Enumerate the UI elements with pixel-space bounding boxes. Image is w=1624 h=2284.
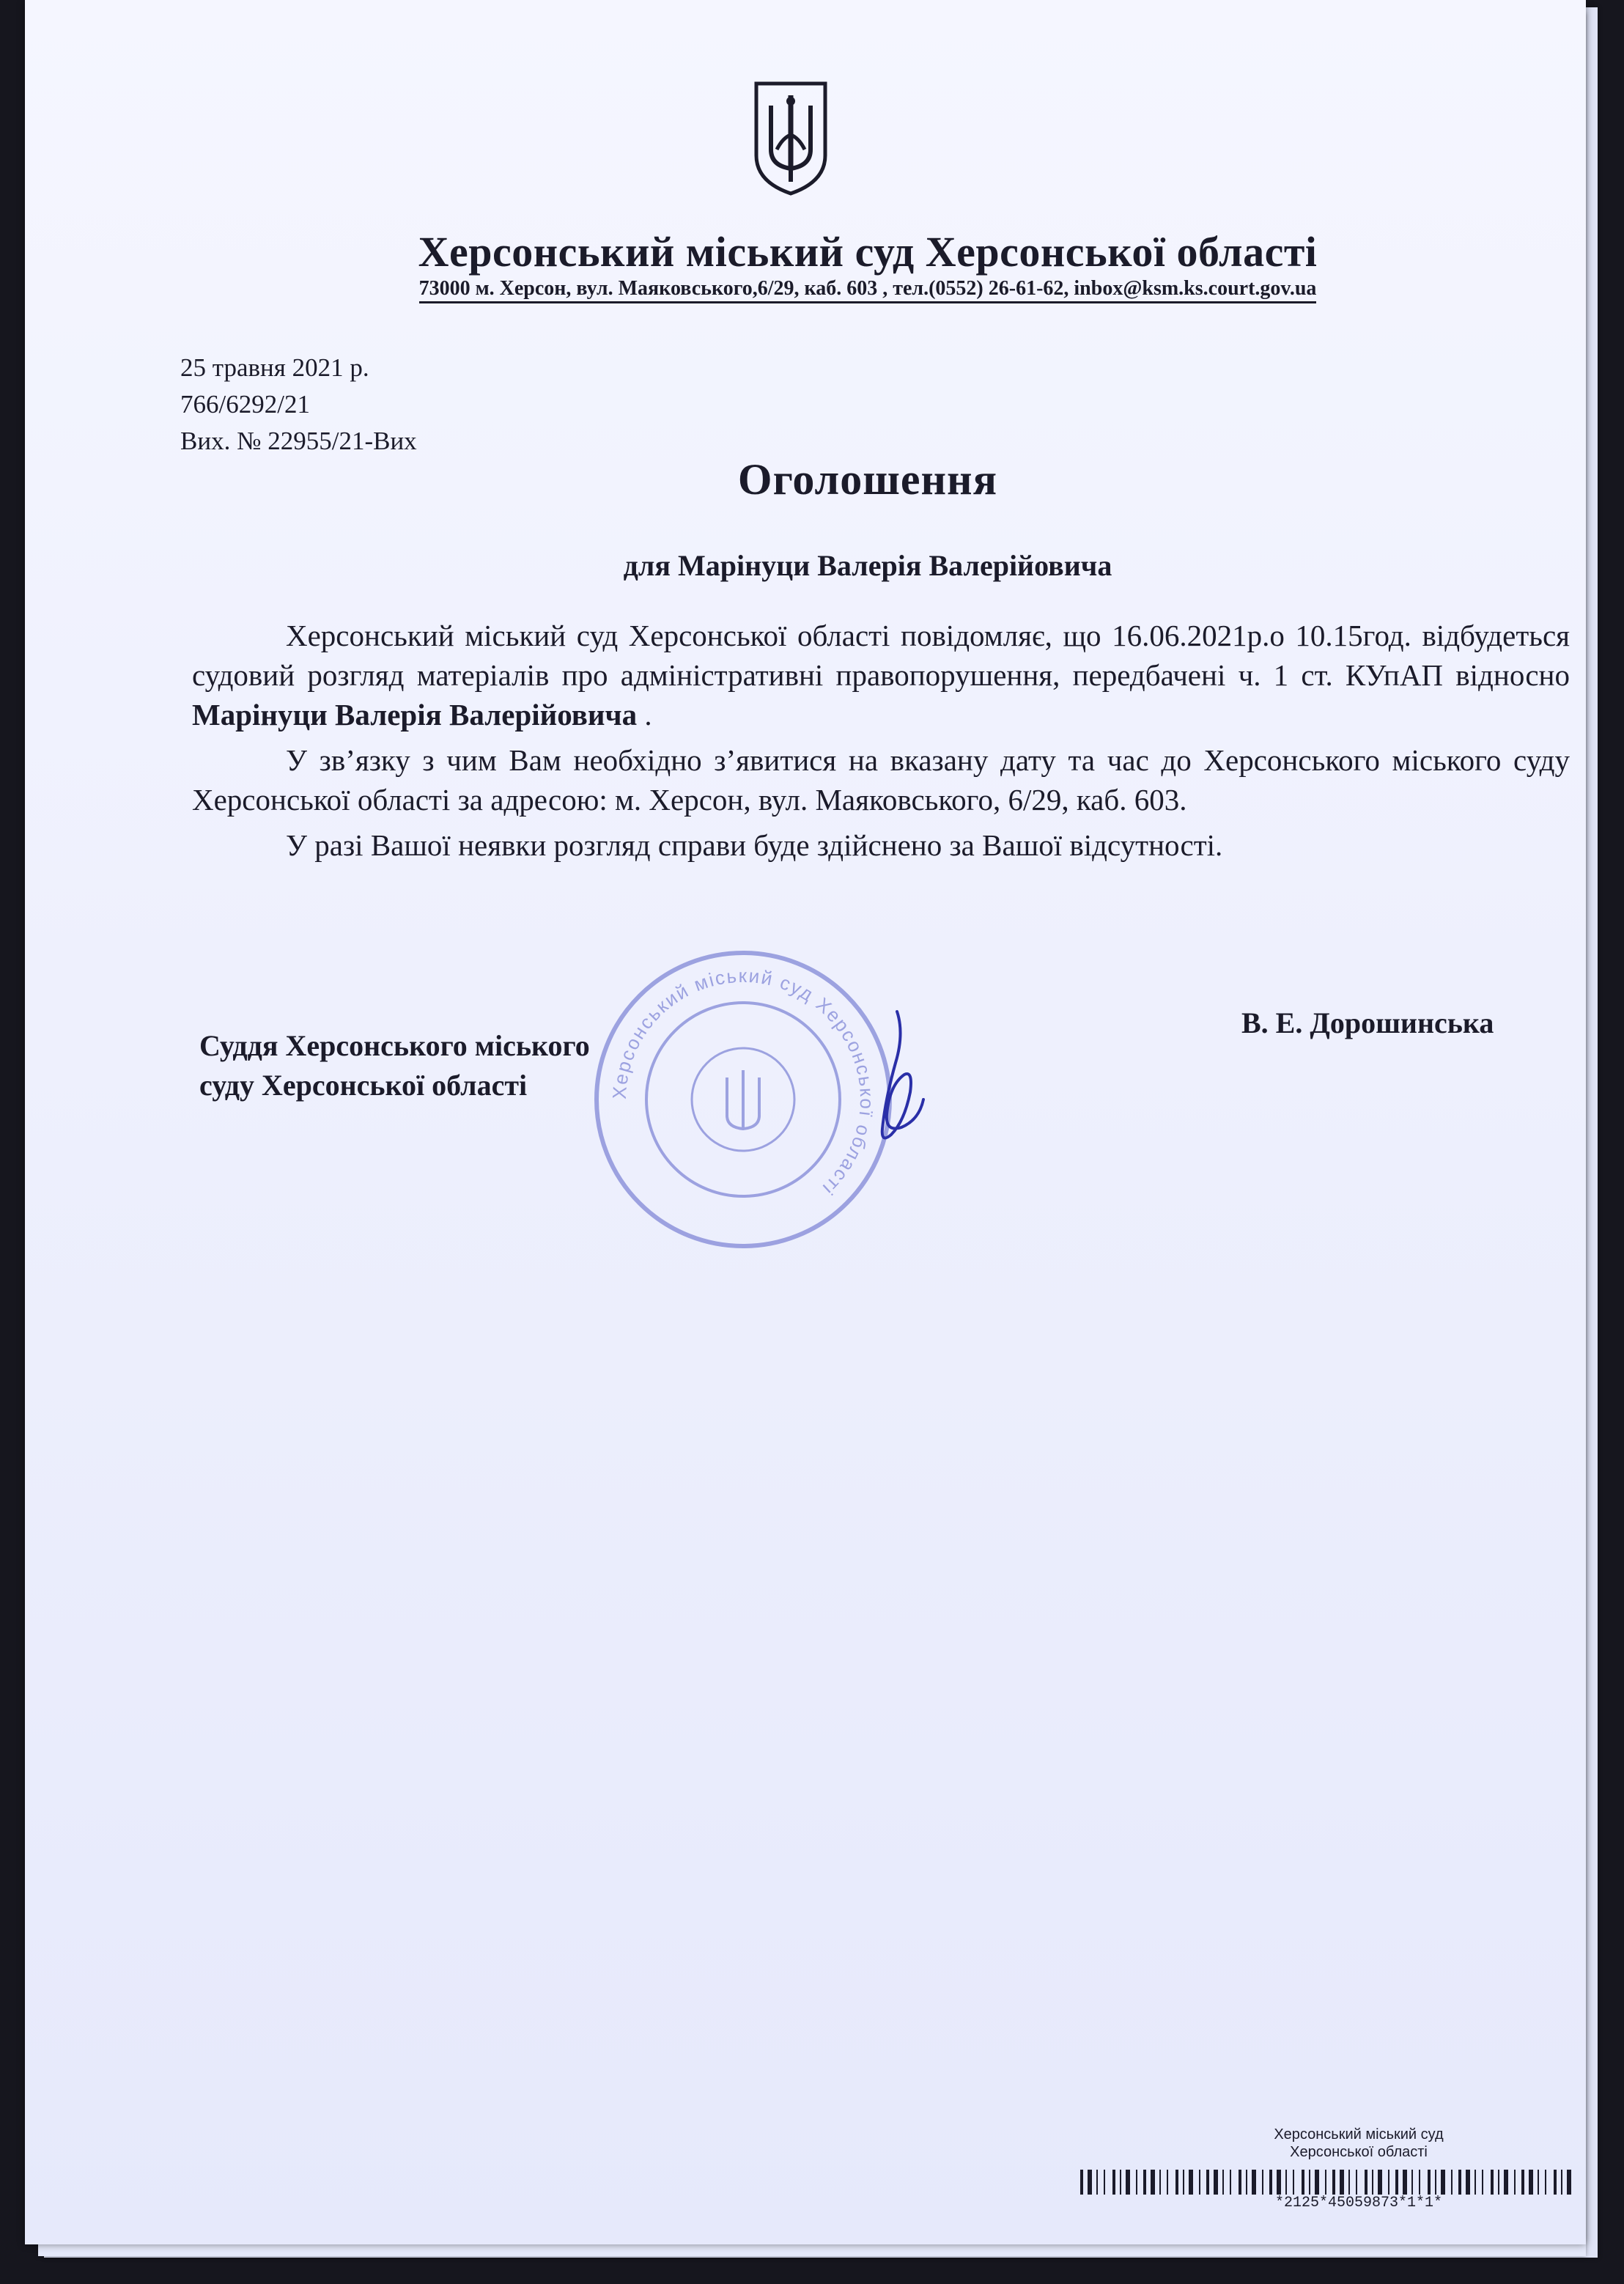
barcode-bar [1167,2170,1168,2195]
barcode-bar [1325,2170,1326,2195]
barcode-bar [1104,2170,1105,2195]
barcode-bar [1545,2170,1546,2195]
barcode-bar [1309,2170,1310,2195]
barcode-bar [1458,2170,1461,2195]
barcode-bar [1340,2170,1344,2195]
judge-title-line-1: Суддя Херсонського міського [199,1029,590,1062]
barcode-bar [1529,2170,1533,2195]
barcode-bar [1214,2170,1218,2195]
document-title: Оголошення [737,455,998,504]
barcode-bar [1159,2170,1161,2195]
barcode-number: *2125*45059873*1*1* [1274,2195,1443,2211]
judge-signature-icon [853,1004,941,1151]
barcode-bar [1474,2170,1476,2195]
registry-court-label [1190,2126,1527,2161]
document-date: 25 травня 2021 р. [180,353,369,382]
barcode-bar [1419,2170,1420,2195]
barcode-bar [1395,2170,1398,2195]
barcode-bar [1112,2170,1115,2195]
barcode-bar [1120,2170,1121,2195]
barcode-bar [1538,2170,1539,2195]
barcode-bar [1411,2170,1413,2195]
barcode-bar [1451,2170,1453,2195]
case-number: 766/6292/21 [180,390,310,419]
barcode-bar [1315,2170,1319,2195]
notice-paragraph-1 [192,616,1570,734]
barcode-bar [1199,2170,1200,2195]
defendant-name: Марінуци Валерія Валерійовича [192,698,638,732]
barcode-bar [1206,2170,1209,2195]
judge-title [199,1026,590,1105]
barcode-bar [1521,2170,1524,2195]
barcode-bar [1277,2170,1281,2195]
barcode-bar [1183,2170,1184,2195]
barcode-bar [1372,2170,1373,2195]
barcode-bar [1302,2170,1304,2195]
barcode-bar [1239,2170,1241,2195]
barcode-bar [1482,2170,1483,2195]
barcode-bar [1230,2170,1231,2195]
barcode-bar [1189,2170,1193,2195]
barcode-bar [1143,2170,1146,2195]
barcode-bar [1356,2170,1357,2195]
barcode-bar [1252,2170,1256,2195]
notice-paragraph-2: У зв’язку з чим Вам необхідно з’явитися на вказану дату та час до Херсонського міського суду Херсонської області за адресою: м. Херсон, вул. Маяковського, 6/29, каб. 603. [192,743,1570,817]
registry-court-line-2: Херсонської області [1290,2144,1428,2160]
barcode-bar [1080,2170,1083,2195]
ukraine-trident-emblem-icon [750,79,831,196]
barcode-bar [1491,2170,1494,2195]
barcode-bar [1332,2170,1335,2195]
barcode-bar [1126,2170,1130,2195]
barcode-bar [1403,2170,1407,2195]
barcode-bar [1435,2170,1436,2195]
notice-paragraph-3: У разі Вашої неявки розгляд справи буде здійснено за Вашої відсутності. [286,828,1223,862]
barcode-bar [1554,2170,1557,2195]
judge-title-line-2: суду Херсонської області [199,1069,528,1102]
barcode-bar [1498,2170,1499,2195]
judge-name: В. Е. Дорошинська [1241,1006,1494,1039]
barcode-bar [1514,2170,1516,2195]
barcode-bar [1246,2170,1247,2195]
document-page [25,0,1586,2244]
registry-court-line-1: Херсонський міський суд [1274,2126,1444,2143]
outgoing-number: Вих. № 22955/21-Вих [180,427,417,455]
stamp-ring-text: Херсонський міський суд Херсонської області [608,964,879,1201]
barcode-bar [1262,2170,1263,2195]
barcode-bar [1441,2170,1445,2195]
court-stamp-icon [589,946,897,1253]
barcode-bar [1096,2170,1098,2195]
addressee: для Марінуци Валерія Валерійовича [623,549,1112,582]
barcode-bar [1504,2170,1508,2195]
barcode-bar [1378,2170,1382,2195]
barcode-bar [1428,2170,1431,2195]
barcode-bar [1348,2170,1350,2195]
notice-body [192,616,1570,871]
barcode-bar [1365,2170,1368,2195]
barcode-bar [1561,2170,1562,2195]
barcode-bar [1269,2170,1272,2195]
paragraph-1-text: Херсонський міський суд Херсонської області повідомляє, що 16.06.2021р.о 10.15год. відбудеться судовий розгляд матеріалів про адміністративні правопорушення, передбачені ч. 1 ст. КУпАП відносно [192,619,1570,692]
barcode-bar [1175,2170,1178,2195]
barcode-bar [1293,2170,1294,2195]
barcode-icon [1080,2170,1579,2195]
barcode-bar [1222,2170,1224,2195]
barcode-bar [1466,2170,1470,2195]
barcode-bar [1567,2170,1571,2195]
barcode-bar [1388,2170,1389,2195]
barcode-bar [1285,2170,1287,2195]
barcode-bar [1151,2170,1155,2195]
court-address-text: 73000 м. Херсон, вул. Маяковського,6/29, каб. 603 , тел.(0552) 26-61-62, inbox@ksm.ks.court.gov.ua [419,277,1317,303]
court-name: Херсонський міський суд Херсонської області [418,228,1318,276]
barcode-bar [1088,2170,1092,2195]
barcode-bar [1136,2170,1137,2195]
court-address [25,277,1624,301]
paragraph-1-end: . [637,698,652,732]
